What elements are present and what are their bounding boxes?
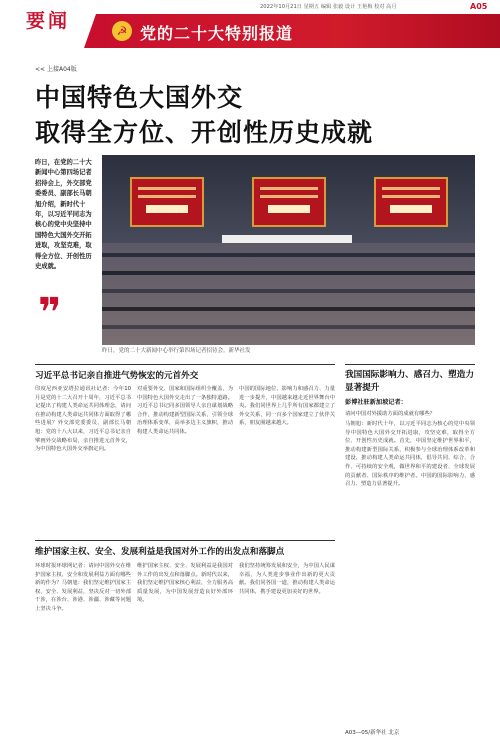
quote-mark-icon: ❞ [38,290,62,336]
section-3-title: 我国国际影响力、感召力、塑造力显著提升 [345,370,474,393]
lead-paragraph: 昨日，在党的二十大新闻中心第四场记者招待会上，外交部党委委员、副部长马朝旭介绍，新时代十年，以习近平同志为核心的党中央坚持中国特色大国外交开拓进取，攻坚克难，取得全方位、开创性历史成就。 [35,159,92,271]
photo-screen-center [252,177,326,227]
section-2-col-2: 维护国家主权、安全、发展利益是我国对外工作的出发点和落脚点。新时代以来，我们坚定维护国家核心利益，全力服务高质量发展，为中国发展营造良好外部环境。 [137,563,233,604]
photo-screen-left [130,177,204,227]
issue-meta: 2022年10月21日 星期五 编辑 张毅 设计 王艳梅 校对 高月 [260,4,397,10]
photo-screen-right [374,177,448,227]
section-3-byline: 彭博社驻新加坡记者： [345,399,407,406]
headline-line-2: 取得全方位、开创性历史成就 [35,118,374,147]
headline-line-1: 中国特色大国外交 [35,83,244,112]
section-3-intro: 请问中国对外援助方面的成就有哪些？ [345,411,436,417]
divider [35,364,335,365]
section-1-title: 习近平总书记亲自推进气势恢宏的元首外交 [35,371,199,381]
photo-audience [102,243,475,345]
section-title: 要闻 [26,10,71,32]
page-number: A05 [470,2,488,11]
section-2-col-1: 环球时报环球网记者：请问中国外交在维护国家主权、安全和发展利益方面有哪些新的作为？马朝旭：我们坚定维护国家主权、安全、发展利益，坚决反对一切外部干涉，在涉台、涉港、涉疆、涉藏等问题上坚决斗争。 [35,563,131,612]
section-1-col-2: 对重要外交、国家和国际组织全覆盖，为中国特色大国外交走出了一条独特道路。习近平总书记同多国领导人亲自谋划战略合作，推动构建新型国际关系，引领全球治理体系变革，高举多边主义旗帜，推动构建人类命运共同体。 [137,386,233,435]
section-1-col-1: 印度尼西亚安塔拉通讯社记者：今年10月是党的十二大召开十周年，习近平总书记提出了构建人类命运共同体理念，请问在推动构建人类命运共同体方面取得了哪些进展？外交部党委委员、副部长马朝旭：党的十八大以来，习近平总书记亲自擘画外交战略布局，亲自推进元首外交，为中国特色大国外交举旗定向。 [35,386,131,453]
section-3-body: 马朝旭：新时代十年，以习近平同志为核心的党中央领导中国特色大国外交开拓进取，攻坚克难，取得全方位、开创性历史成就。首先，中国坚定维护世界和平，推动构建新型国际关系，积极参与全球治理体系改革和建设，推动构建人类命运共同体，倡导共同、综合、合作、可持续的安全观，做世界和平的建设者、全球发展的贡献者、国际秩序的维护者。中国的国际影响力、感召力、塑造力显著提升。 [345,421,475,488]
source-line: A03—05/新华社 北京 [345,730,400,736]
special-report-title: 党的二十大特别报道 [140,24,294,43]
section-1-col-3: 中国的国际地位、影响力和感召力、力量进一步提升，中国越来越走近世界舞台中央。我们同世界上几乎所有国家都建立了外交关系，同一百多个国家建立了伙伴关系，朋友圈越来越大。 [239,386,335,427]
continued-from: << 上接A04版 [35,66,77,73]
divider [35,540,335,541]
party-emblem-icon: ☭ [112,21,132,41]
section-2-col-3: 我们坚持统筹发展和安全，为中国人民谋幸福，为人类进步事业作出新的更大贡献。我们同各国一道，推动构建人类命运共同体，携手建设更加美好的世界。 [239,563,335,595]
divider [345,364,475,365]
press-conference-photo [102,155,475,345]
page-banner [0,0,500,48]
photo-caption: 昨日，党的二十大新闻中心举行第四场记者招待会。新华社发 [102,348,251,354]
section-2-title: 维护国家主权、安全、发展利益是我国对外工作的出发点和落脚点 [35,547,285,557]
headline [35,80,373,150]
